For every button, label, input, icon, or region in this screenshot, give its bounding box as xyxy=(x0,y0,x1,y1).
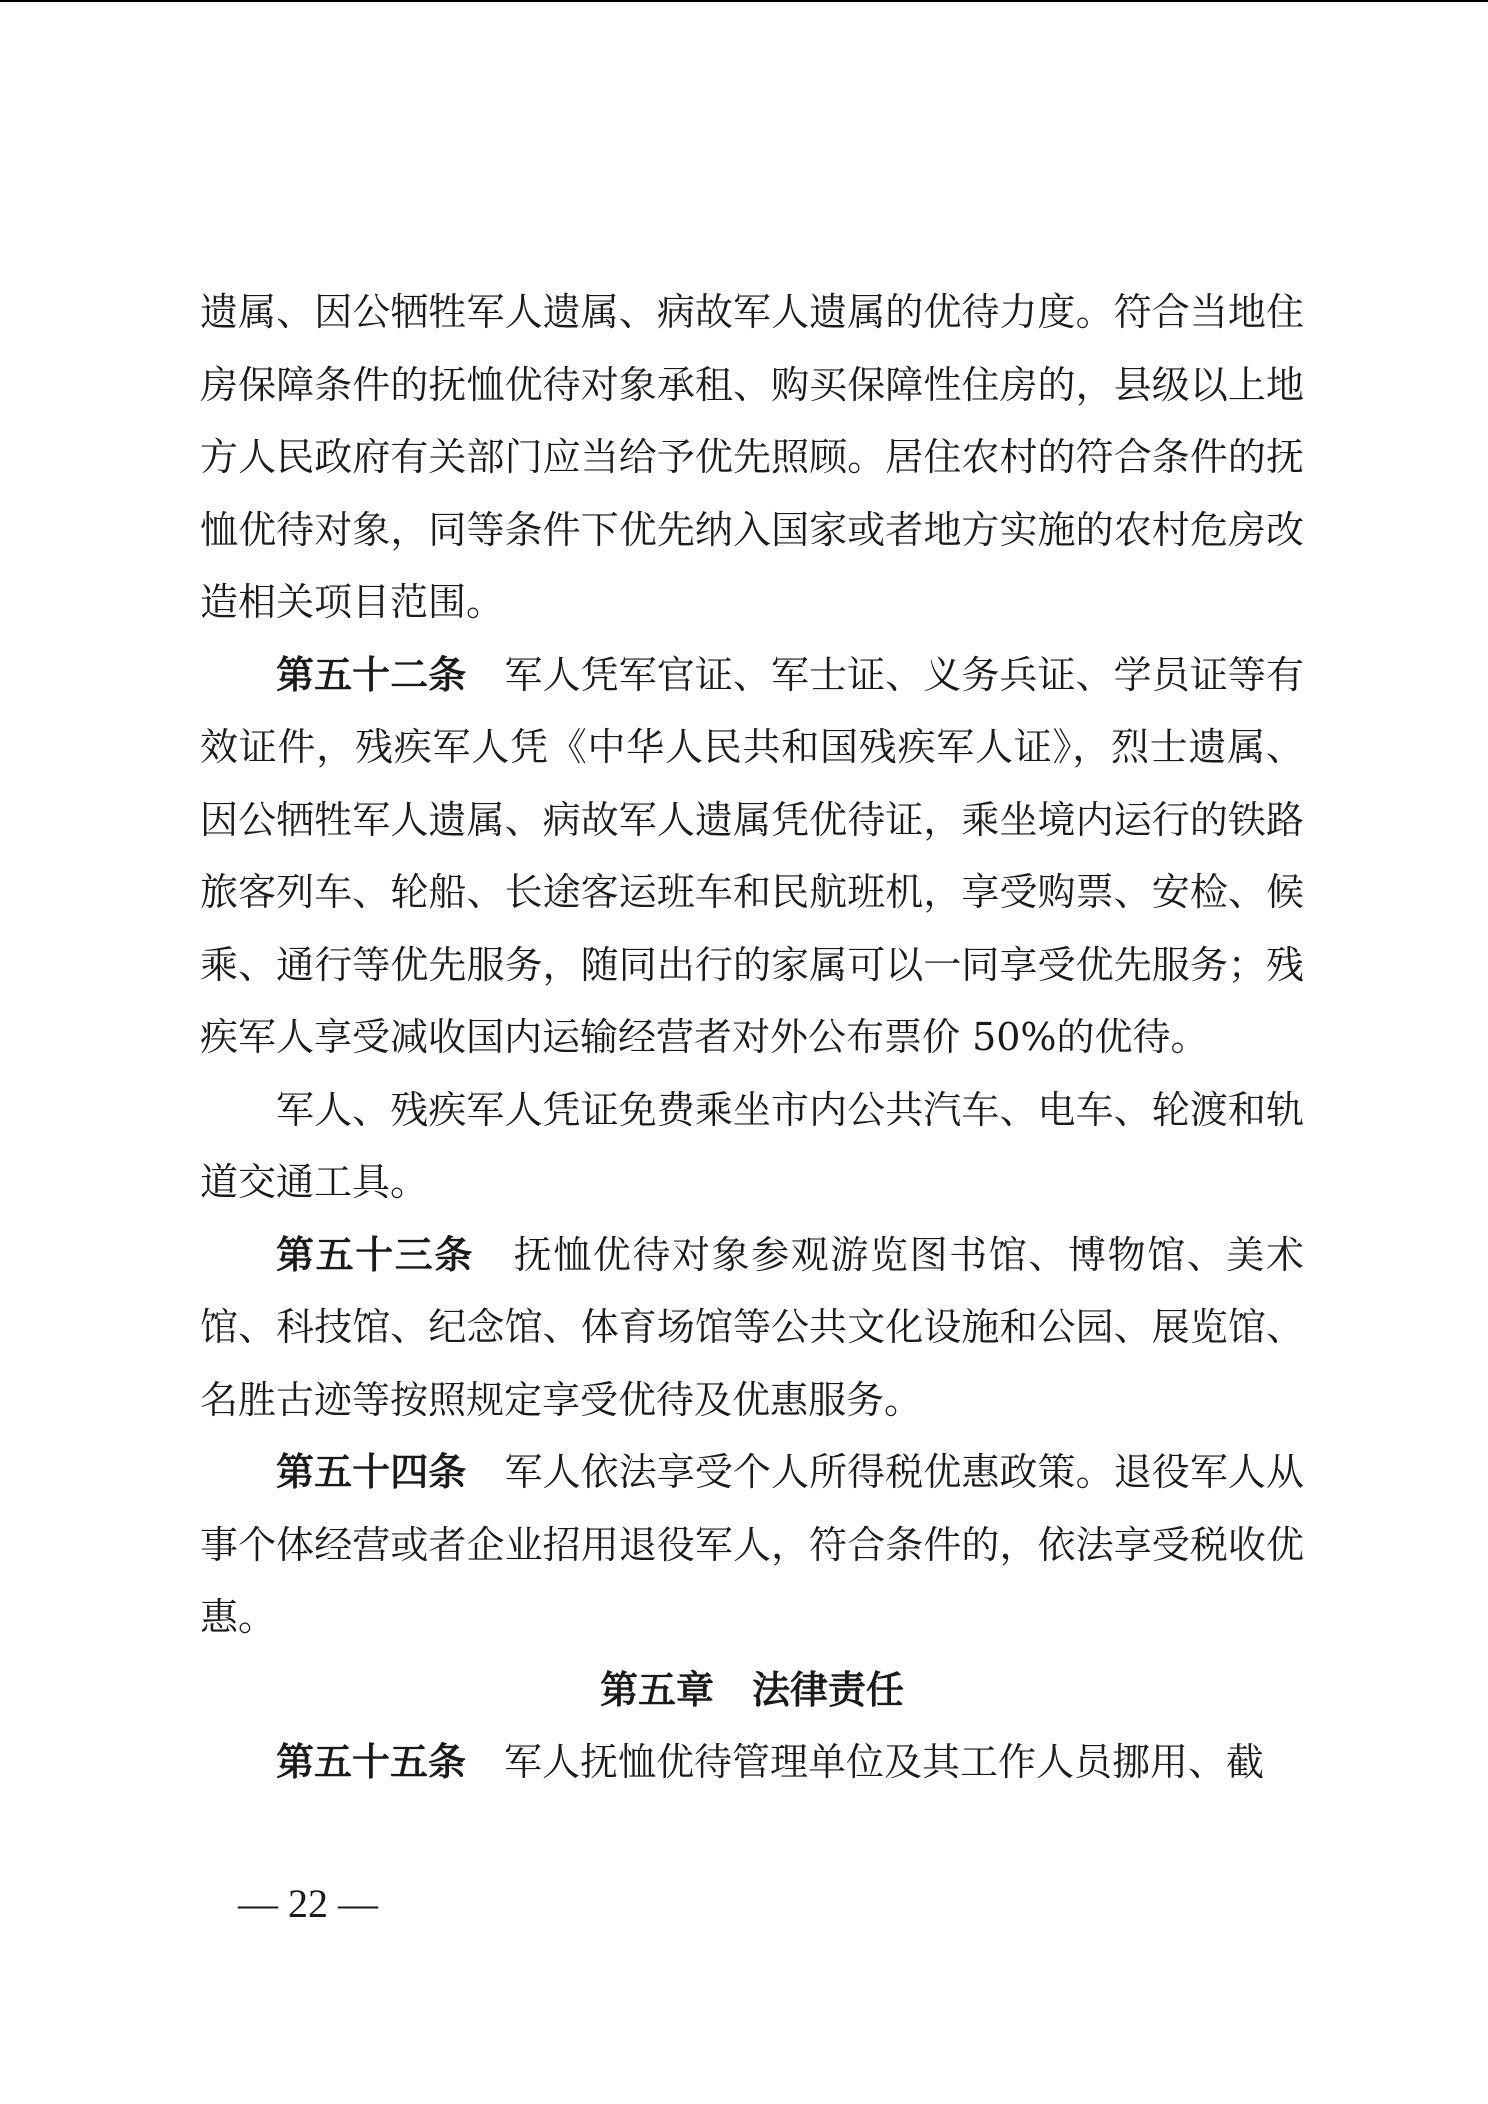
article-number: 第五十三条 xyxy=(276,1232,474,1277)
paragraph-transit xyxy=(200,1074,1304,1219)
article-55 xyxy=(200,1726,1304,1799)
page-number: — 22 — xyxy=(238,1881,378,1926)
article-text: 军人抚恤优待管理单位及其工作人员挪用、截 xyxy=(504,1740,1265,1784)
article-54 xyxy=(200,1436,1304,1654)
article-text: 抚恤优待对象参观游览图书馆、博物馆、美术馆、科技馆、纪念馆、体育场馆等公共文化设施和公园、展览馆、名胜古迹等按照规定享受优待及优惠服务。 xyxy=(200,1232,1304,1422)
chapter-number: 第五章 xyxy=(599,1667,714,1712)
document-body xyxy=(200,276,1304,1799)
article-number: 第五十二条 xyxy=(276,652,467,697)
article-number: 第五十五条 xyxy=(276,1740,467,1784)
article-52 xyxy=(200,639,1304,1074)
paragraph-text: 遗属、因公牺牲军人遗属、病故军人遗属的优待力度。符合当地住房保障条件的抚恤优待对象承租、购买保障性住房的，县级以上地方人民政府有关部门应当给予优先照顾。居住农村的符合条件的抚恤优待对象，同等条件下优先纳入国家或者地方实施的农村危房改造相关项目范围。 xyxy=(200,290,1304,624)
paragraph-continuation xyxy=(200,276,1304,639)
article-number: 第五十四条 xyxy=(276,1450,467,1494)
article-53 xyxy=(200,1219,1304,1437)
article-text: 军人凭军官证、军士证、义务兵证、学员证等有效证件，残疾军人凭《中华人民共和国残疾军人证》，烈士遗属、因公牺牲军人遗属、病故军人遗属凭优待证，乘坐境内运行的铁路旅客列车、轮船、长途客运班车和民航班机，享受购票、安检、候乘、通行等优先服务，随同出行的家属可以一同享受优先服务；残疾军人享受减收国内运输经营者对外公布票价 50%的优待。 xyxy=(200,652,1304,1059)
chapter-title: 法律责任 xyxy=(752,1667,905,1712)
top-border-line xyxy=(0,0,1488,2)
chapter-heading xyxy=(200,1654,1304,1727)
article-text: 军人依法享受个人所得税优惠政策。退役军人从事个体经营或者企业招用退役军人，符合条件的，依法享受税收优惠。 xyxy=(200,1450,1304,1639)
paragraph-text: 军人、残疾军人凭证免费乘坐市内公共汽车、电车、轮渡和轨道交通工具。 xyxy=(200,1087,1304,1204)
